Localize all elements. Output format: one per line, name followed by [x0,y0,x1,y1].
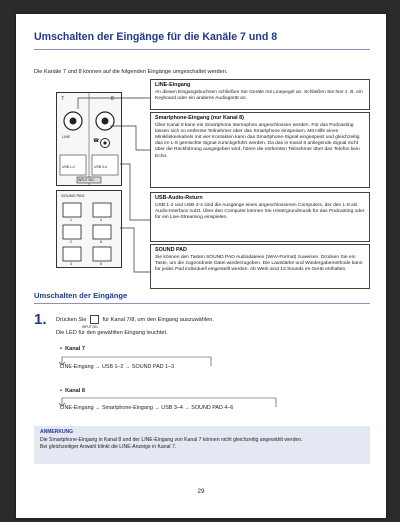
note-line-2: Bei gleichzeitiger Anwahl blinkt die LINE-Anzeige in Kanal 7. [40,444,177,450]
pad-5-label: 5 [100,240,102,244]
box-usb-text: USB 1-2 und USB 3-4 sind die Ausgänge eines angeschlossenen Computers, der den L-8 als Audio-Interface nutzt. Über den Computer können Sie Hintergrundmusik für das Podcasting oder für ein Live-Streaming einspielen. [155,202,365,220]
note-box [34,426,370,464]
box-smartphone-input [150,112,370,188]
note-title: ANMERKUNG [40,429,74,435]
step-result-text: Die LED für den gewählten Eingang leuchtet. [56,330,168,336]
usb12-label: USB 1-2 [62,165,75,169]
kanal7-step-2: USB 1–2 [101,364,124,370]
kanal7-label: • Kanal 7 [60,346,85,352]
input-sel-label: INPUT SEL [78,178,95,182]
pad-6-label: 6 [100,262,102,266]
box-sound-pad [150,244,370,289]
box-usb-title: USB-Audio-Return [155,195,203,201]
box-sound-pad-text: Sie können den Tasten SOUND PAD Audiodateien (WAV-Format) zuweisen. Drücken Sie ein Taste, um die zugeordnete Datei wiederzugeben. Die Lautstärke und Wiedergabemethode kann für jedes Pad individuell eingestellt werden. Ab Werk sind 13 Sounds im Gerät enthalten. [155,254,363,272]
kanal7-loop-arrow [56,354,216,376]
kanal8-loop-arrow [56,395,286,417]
page-title: Umschalten der Eingänge für die Kanäle 7 und 8 [34,31,278,43]
pad-4-label: 4 [100,218,102,222]
kanal8-arrow-2: → [154,405,160,411]
box-sound-pad-title: SOUND PAD [155,247,187,253]
section-heading: Umschalten der Eingänge [34,291,128,300]
box-smartphone-title: Smartphone-Eingang (nur Kanal 8) [155,115,244,121]
phone-icon: ☎ [93,138,100,144]
box-usb-audio-return [150,192,370,242]
step-pre-text: Drücken Sie [56,316,87,323]
step-number: 1. [34,311,47,328]
sound-pad-label: SOUND PAD [61,193,85,198]
usb34-label: USB 3-4 [94,165,107,169]
ch8-label: 8 [111,96,114,102]
kanal7-arrow-1: → [95,364,101,370]
kanal8-step-3: USB 3–4 [161,405,183,411]
kanal8-arrow-3: → [184,405,190,411]
pad-3-label: 3 [70,262,72,266]
step-instruction [56,315,214,324]
pad-1-label: 1 [70,218,72,222]
pad-2-label: 2 [70,240,72,244]
manual-page [16,14,386,518]
input-sel-button-icon [90,315,99,324]
box-line-input [150,79,370,110]
ch7-label: 7 [61,96,64,102]
kanal8-arrow-1: → [95,405,101,411]
kanal7-step-3: SOUND PAD 1–3 [131,364,175,370]
kanal8-step-2: Smartphone-Eingang [101,405,153,411]
box-line-input-text: An diesen Eingangsbuchsen schließen Sie Geräte mit Linepegel an. Schließen Sie hier z. B. ein Keyboard oder ein anderes Audiogerät an. [155,89,363,101]
box-smartphone-text: Über Kanal 8 kann ein Smartphone stereophon angeschlossen werden. Für das Podcasting lassen sich so entfernte Teilnehmer über das Smartphone einspeisen. Mit Hilfe eines Miniklinkenkabels mit vier Kontakten kann das Smartphone-Signal eingespeist und gleichzeitig das im L-8 gemischte Signal zurückgeführt werden. Da das in Kanal 8 anliegende Signal nicht über die Rückführung ausgegeben wird, hören die entfernten Teilnehmer über das Telefon kein Echo. [155,122,360,159]
line-label: LINE [62,135,70,139]
note-line-1: Die Smartphone-Eingang in Kanal 8 und der LINE-Eingang von Kanal 7 können nicht gleichzeitig angewählt werden. [40,437,303,443]
kanal7-arrow-2: → [125,364,131,370]
kanal8-label-text: Kanal 8 [65,388,85,394]
page-number: 29 [197,488,205,495]
box-line-input-title: LINE-Eingang [155,82,191,88]
step-post-text: für Kanal 7/8, um den Eingang auszuwählen. [102,316,214,323]
kanal8-label: • Kanal 8 [60,388,85,394]
kanal7-label-text: Kanal 7 [65,346,85,352]
step-button-label: INPUT SEL [82,325,99,329]
intro-text: Die Kanäle 7 und 8 können auf die folgenden Eingänge umgeschaltet werden. [34,69,228,75]
kanal8-step-4: SOUND PAD 4–6 [191,405,234,411]
kanal7-step-1: LINE-Eingang [60,364,94,370]
section-underline [34,303,370,304]
kanal8-step-1: LINE-Eingang [60,405,94,411]
